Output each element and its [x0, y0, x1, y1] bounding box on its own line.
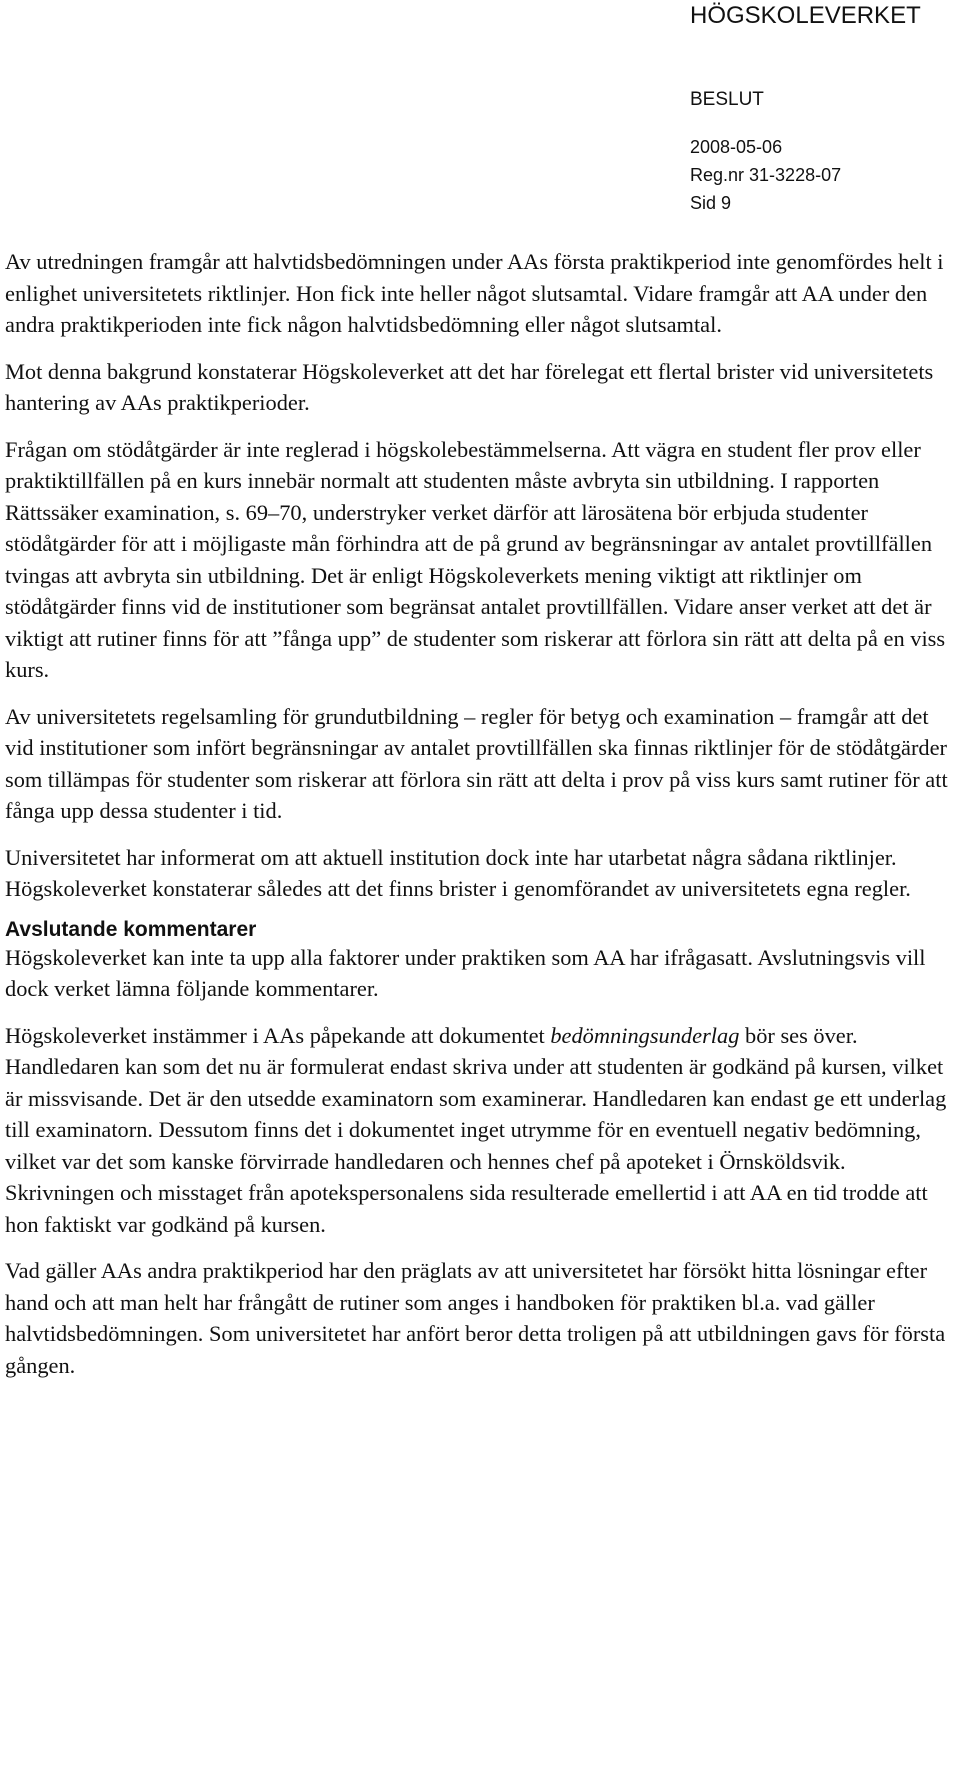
paragraph-1: Av utredningen framgår att halvtidsbedömningen under AAs första praktikperiod inte genomfördes helt i enlighet universitetets riktlinjer. Hon fick inte heller något slutsamtal. Vidare framgår att AA under den andra praktikperioden inte fick någon halvtidsbedömning eller något slutsamtal.: [5, 249, 944, 337]
paragraph-7-italic-term: bedömningsunderlag: [550, 1022, 740, 1048]
paragraph-7-end: bör ses över. Handledaren kan som det nu är formulerat endast skriva under att studenten är godkänd på kursen, vilket är missvisande. Det är den utsedde examinatorn som examinerar. Handledaren kan endast ge ett underlag till examinatorn. Dessutom finns det i dokumentet inget utrymme för en eventuell negativ bedömning, vilket var det som kanske förvirrade handledaren och hennes chef på apoteket i Örnsköldsvik. Skrivningen och misstaget från apotekspersonalens sida resulterade emellertid i att AA en tid trodde att hon faktiskt var godkänd på kursen.: [5, 1022, 947, 1237]
organization-name: HÖGSKOLEVERKET: [690, 2, 921, 29]
document-date: 2008-05-06: [690, 137, 783, 157]
paragraph-2: Mot denna bakgrund konstaterar Högskoleverket att det har förelegat ett flertal brister vid universitetets hantering av AAs praktikperioder.: [5, 358, 934, 415]
paragraph-5: Universitetet har informerat om att aktuell institution dock inte har utarbetat några sådana riktlinjer. Högskoleverket konstaterar således att det finns brister i genomförandet av universitetets egna regler.: [5, 844, 911, 901]
document-type: BESLUT: [690, 89, 764, 110]
document-meta: [690, 133, 841, 217]
paragraph-7-start: Högskoleverket instämmer i AAs påpekande att dokumentet: [5, 1022, 551, 1048]
registration-number: Reg.nr 31-3228-07: [690, 165, 842, 185]
paragraph-7: [5, 1020, 950, 1241]
paragraph-4: Av universitetets regelsamling för grundutbildning – regler för betyg och examination – framgår att det vid institutioner som infört begränsningar av antalet provtillfällen ska finnas riktlinjer för de stödåtgärder som tillämpas för studenter som riskerar att förlora sin rätt att delta i prov på viss kurs samt rutiner för att fånga upp dessa studenter i tid.: [5, 703, 948, 823]
paragraph-6: Högskoleverket kan inte ta upp alla faktorer under praktiken som AA har ifrågasatt. Avslutningsvis vill dock verket lämna följande kommentarer.: [5, 944, 926, 1001]
section-heading: Avslutande kommentarer: [5, 917, 257, 941]
paragraph-3: Frågan om stödåtgärder är inte reglerad i högskolebestämmelserna. Att vägra en student fler prov eller praktiktillfällen på en kurs innebär normalt att studenten måste avbryta sin utbildning. I rapporten Rättssäker examination, s. 69–70, understryker verket därför att lärosätena bör erbjuda studenter stödåtgärder för att i möjligaste mån förhindra att de på grund av begränsningar av antalet provtillfällen tvingas att avbryta sin utbildning. Det är enligt Högskoleverkets mening viktigt att riktlinjer om stödåtgärder finns vid de institutioner som begränsat antalet provtillfällen. Vidare anser verket att det är viktigt att rutiner finns för att ”fånga upp” de studenter som riskerar att förlora sin rätt att delta på en viss kurs.: [5, 436, 946, 682]
document-body: [5, 246, 950, 1396]
page-number: Sid 9: [690, 193, 732, 213]
paragraph-8: Vad gäller AAs andra praktikperiod har den präglats av att universitetet har försökt hitta lösningar efter hand och att man helt har frångått de rutiner som anges i handboken för praktiken bl.a. vad gäller halvtidsbedömningen. Som universitetet har anfört beror detta troligen på att utbildningen gavs för första gången.: [5, 1258, 946, 1378]
